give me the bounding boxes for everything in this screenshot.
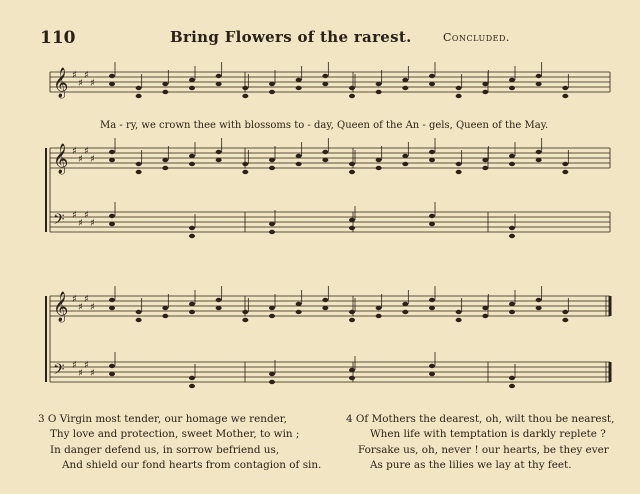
svg-text:♯: ♯	[72, 146, 77, 157]
svg-text:𝄞: 𝄞	[53, 144, 69, 174]
svg-text:𝄢: 𝄢	[53, 361, 65, 382]
verses	[0, 412, 640, 494]
svg-text:♯: ♯	[78, 218, 83, 229]
svg-text:♯: ♯	[84, 210, 89, 221]
song-title: Bring Flowers of the rarest.	[170, 28, 412, 46]
verse-line: And shield our fond hearts from contagion of sin.	[62, 459, 322, 472]
svg-text:♯: ♯	[90, 78, 95, 89]
verse-line: 3 O Virgin most tender, our homage we render,	[38, 413, 287, 425]
svg-text:𝄢: 𝄢	[53, 211, 65, 232]
svg-text:♯: ♯	[84, 70, 89, 81]
verse-line: When life with temptation is darkly replete ?	[370, 428, 606, 441]
svg-text:𝄞: 𝄞	[53, 68, 69, 98]
svg-text:♯: ♯	[90, 218, 95, 229]
svg-text:♯: ♯	[84, 146, 89, 157]
svg-text:♯: ♯	[72, 360, 77, 371]
svg-text:♯: ♯	[72, 294, 77, 305]
svg-text:♯: ♯	[78, 154, 83, 165]
verse-line: 4 Of Mothers the dearest, oh, wilt thou be nearest,	[346, 413, 615, 425]
verse-3	[38, 412, 321, 474]
svg-text:♯: ♯	[72, 210, 77, 221]
lyrics-line: Ma - ry, we crown thee with blossoms to - day, Queen of the An - gels, Queen of the May.	[100, 120, 549, 131]
svg-text:♯: ♯	[72, 70, 77, 81]
svg-text:♯: ♯	[78, 368, 83, 379]
svg-text:♯: ♯	[90, 302, 95, 313]
verse-line: Thy love and protection, sweet Mother, to win ;	[50, 428, 300, 441]
svg-text:♯: ♯	[90, 368, 95, 379]
song-subtitle: Concluded.	[443, 31, 510, 44]
svg-text:♯: ♯	[84, 360, 89, 371]
svg-text:♯: ♯	[78, 78, 83, 89]
verse-line: Forsake us, oh, never ! our hearts, be they ever	[358, 443, 609, 456]
verse-line: As pure as the lilies we lay at thy feet.	[370, 459, 572, 472]
svg-text:♯: ♯	[84, 294, 89, 305]
verse-4	[346, 412, 614, 474]
svg-text:♯: ♯	[78, 302, 83, 313]
page-number: 110	[40, 28, 76, 48]
svg-text:♯: ♯	[90, 154, 95, 165]
svg-text:𝄞: 𝄞	[53, 292, 69, 322]
verse-line: In danger defend us, in sorrow befriend us,	[50, 443, 280, 456]
